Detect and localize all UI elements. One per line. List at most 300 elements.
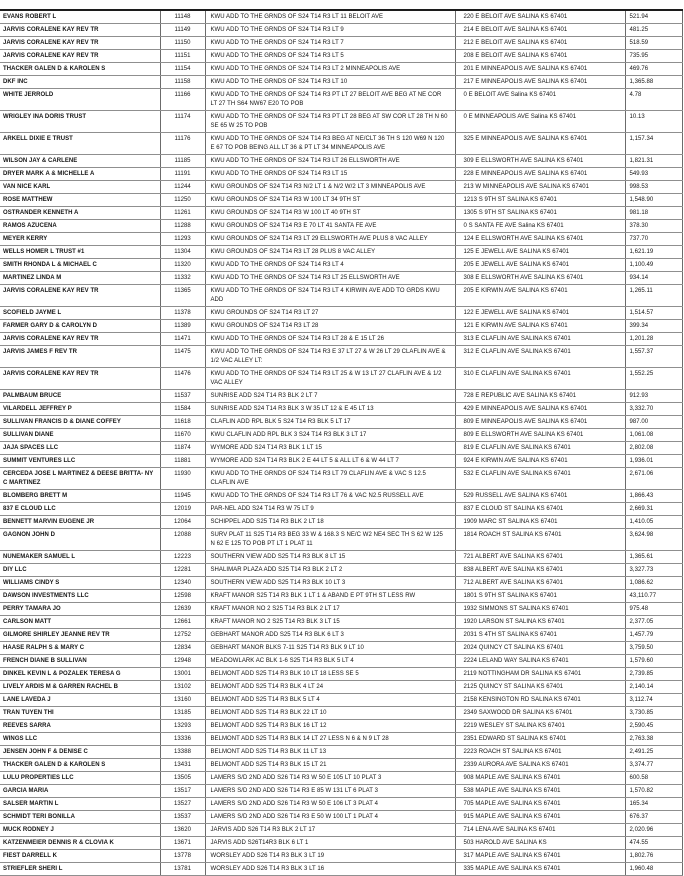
legal-description-cell: KWU ADD TO THE GRNDS OF S24 T14 R3 E 37 LT 27 & W 26 LT 29 CLAFLIN AVE & 1/2 VAC ALLEY LT: bbox=[205, 346, 455, 368]
table-row bbox=[0, 577, 682, 590]
parcel-id-cell: 11148 bbox=[160, 10, 205, 24]
amount-cell: 981.18 bbox=[625, 207, 682, 220]
table-row bbox=[0, 320, 682, 333]
parcel-id-cell: 12752 bbox=[160, 629, 205, 642]
amount-cell: 165.34 bbox=[625, 798, 682, 811]
address-cell: 728 E REPUBLIC AVE SALINA KS 67401 bbox=[455, 390, 625, 403]
table-row bbox=[0, 442, 682, 455]
amount-cell: 1,557.37 bbox=[625, 346, 682, 368]
table-row bbox=[0, 403, 682, 416]
parcel-id-cell: 12598 bbox=[160, 590, 205, 603]
table-row bbox=[0, 63, 682, 76]
owner-name-cell: PALMBAUM BRUCE bbox=[0, 390, 160, 403]
parcel-id-cell: 12019 bbox=[160, 503, 205, 516]
parcel-id-cell: 12340 bbox=[160, 577, 205, 590]
address-cell: 125 E JEWELL AVE SALINA KS 67401 bbox=[455, 246, 625, 259]
parcel-id-cell: 11166 bbox=[160, 89, 205, 111]
legal-description-cell: KWU ADD TO THE GRNDS OF S24 T14 R3 PT LT 27 BELOIT AVE BEG AT NE COR LT 27 TH S64 NW67 E20 TO POB bbox=[205, 89, 455, 111]
table-row bbox=[0, 785, 682, 798]
amount-cell: 1,265.11 bbox=[625, 285, 682, 307]
table-row bbox=[0, 720, 682, 733]
address-cell: 2158 KENSINGTON RD SALINA KS 67401 bbox=[455, 694, 625, 707]
owner-name-cell: STRIEFLER SHERI L bbox=[0, 863, 160, 876]
address-cell: 2351 EDWARD ST SALINA KS 67401 bbox=[455, 733, 625, 746]
legal-description-cell: SCHIPPEL ADD S25 T14 R3 BLK 2 LT 18 bbox=[205, 516, 455, 529]
owner-name-cell: FRENCH DIANE B SULLIVAN bbox=[0, 655, 160, 668]
amount-cell: 1,086.62 bbox=[625, 577, 682, 590]
address-cell: 310 E CLAFLIN AVE SALINA KS 67401 bbox=[455, 368, 625, 390]
amount-cell: 2,671.06 bbox=[625, 468, 682, 490]
table-row bbox=[0, 246, 682, 259]
amount-cell: 2,669.31 bbox=[625, 503, 682, 516]
records-table-body bbox=[0, 10, 682, 876]
table-row bbox=[0, 707, 682, 720]
legal-description-cell: KWU ADD TO THE GRNDS OF S24 T14 R3 LT 7 bbox=[205, 37, 455, 50]
address-cell: 721 ALBERT AVE SALINA KS 67401 bbox=[455, 551, 625, 564]
amount-cell: 1,201.28 bbox=[625, 333, 682, 346]
table-row bbox=[0, 824, 682, 837]
amount-cell: 1,365.88 bbox=[625, 76, 682, 89]
legal-description-cell: KWU ADD TO THE GRNDS OF S24 T14 R3 BEG AT NE/CLT 36 TH S 120 W69 N 120 E 67 TO POB BEING ALL LT 36 & PT LT 34 MINNEAPOLIS AVE bbox=[205, 133, 455, 155]
parcel-id-cell: 13527 bbox=[160, 798, 205, 811]
owner-name-cell: LULU PROPERTIES LLC bbox=[0, 772, 160, 785]
legal-description-cell: KWU GROUNDS OF S24 T14 R3 W 100 LT 34 9TH ST bbox=[205, 194, 455, 207]
parcel-id-cell: 11930 bbox=[160, 468, 205, 490]
table-row bbox=[0, 181, 682, 194]
owner-name-cell: THACKER GALEN D & KAROLEN S bbox=[0, 759, 160, 772]
table-row bbox=[0, 259, 682, 272]
table-row bbox=[0, 798, 682, 811]
amount-cell: 737.70 bbox=[625, 233, 682, 246]
legal-description-cell: BELMONT ADD S25 T14 R3 BLK 10 LT 18 LESS SE 5 bbox=[205, 668, 455, 681]
owner-name-cell: JENSEN JOHN F & DENISE C bbox=[0, 746, 160, 759]
parcel-id-cell: 11389 bbox=[160, 320, 205, 333]
table-row bbox=[0, 111, 682, 133]
legal-description-cell: KWU ADD TO THE GRNDS OF S24 T14 R3 LT 2 MINNEAPOLIS AVE bbox=[205, 63, 455, 76]
table-row bbox=[0, 681, 682, 694]
parcel-id-cell: 11261 bbox=[160, 207, 205, 220]
address-cell: 2024 QUINCY CT SALINA KS 67401 bbox=[455, 642, 625, 655]
owner-name-cell: DINKEL KEVIN L & POZALEK TERESA G bbox=[0, 668, 160, 681]
owner-name-cell: FIEST DARRELL K bbox=[0, 850, 160, 863]
address-cell: 0 E BELOIT AVE Salina KS 67401 bbox=[455, 89, 625, 111]
address-cell: 208 E BELOIT AVE SALINA KS 67401 bbox=[455, 50, 625, 63]
owner-name-cell: BLOMBERG BRETT M bbox=[0, 490, 160, 503]
owner-name-cell: HAASE RALPH S & MARY C bbox=[0, 642, 160, 655]
owner-name-cell: KATZENMEIER DENNIS R & CLOVIA K bbox=[0, 837, 160, 850]
address-cell: 1814 ROACH ST SALINA KS 67401 bbox=[455, 529, 625, 551]
table-row bbox=[0, 76, 682, 89]
address-cell: 2219 WESLEY ST SALINA KS 67401 bbox=[455, 720, 625, 733]
legal-description-cell: SHALIMAR PLAZA ADD S25 T14 R3 BLK 2 LT 2 bbox=[205, 564, 455, 577]
table-row bbox=[0, 50, 682, 63]
address-cell: 2224 LELAND WAY SALINA KS 67401 bbox=[455, 655, 625, 668]
owner-name-cell: OSTRANDER KENNETH A bbox=[0, 207, 160, 220]
parcel-id-cell: 13001 bbox=[160, 668, 205, 681]
parcel-id-cell: 13517 bbox=[160, 785, 205, 798]
owner-name-cell: CERCEDA JOSE L MARTINEZ & DEESE BRITTA- NY C MARTINEZ bbox=[0, 468, 160, 490]
amount-cell: 934.14 bbox=[625, 272, 682, 285]
legal-description-cell: KWU GROUNDS OF S24 T14 R3 LT 28 bbox=[205, 320, 455, 333]
owner-name-cell: SCHMIDT TERI BONILLA bbox=[0, 811, 160, 824]
legal-description-cell: GEBHART MANOR ADD S25 T14 R3 BLK 6 LT 3 bbox=[205, 629, 455, 642]
address-cell: 1213 S 9TH ST SALINA KS 67401 bbox=[455, 194, 625, 207]
owner-name-cell: NUNEMAKER SAMUEL L bbox=[0, 551, 160, 564]
address-cell: 712 ALBERT AVE SALINA KS 67401 bbox=[455, 577, 625, 590]
address-cell: 312 E CLAFLIN AVE SALINA KS 67401 bbox=[455, 346, 625, 368]
address-cell: 2119 NOTTINGHAM DR SALINA KS 67401 bbox=[455, 668, 625, 681]
legal-description-cell: KWU ADD TO THE GRNDS OF S24 T14 R3 LT 26 ELLSWORTH AVE bbox=[205, 155, 455, 168]
legal-description-cell: JARVIS ADD S26T14R3 BLK 6 LT 1 bbox=[205, 837, 455, 850]
table-row bbox=[0, 207, 682, 220]
address-cell: 529 RUSSELL AVE SALINA KS 67401 bbox=[455, 490, 625, 503]
parcel-id-cell: 11149 bbox=[160, 24, 205, 37]
parcel-id-cell: 13537 bbox=[160, 811, 205, 824]
table-row bbox=[0, 746, 682, 759]
amount-cell: 378.30 bbox=[625, 220, 682, 233]
legal-description-cell: WYMORE ADD S24 T14 R3 BLK 1 LT 15 bbox=[205, 442, 455, 455]
owner-name-cell: ROSE MATTHEW bbox=[0, 194, 160, 207]
address-cell: 124 E ELLSWORTH AVE SALINA KS 67401 bbox=[455, 233, 625, 246]
amount-cell: 1,866.43 bbox=[625, 490, 682, 503]
address-cell: 201 E MINNEAPOLIS AVE SALINA KS 67401 bbox=[455, 63, 625, 76]
table-row bbox=[0, 733, 682, 746]
legal-description-cell: SOUTHERN VIEW ADD S25 T14 R3 BLK 10 LT 3 bbox=[205, 577, 455, 590]
amount-cell: 2,377.05 bbox=[625, 616, 682, 629]
legal-description-cell: KWU GROUNDS OF S24 T14 R3 W 100 LT 40 9TH ST bbox=[205, 207, 455, 220]
table-row bbox=[0, 155, 682, 168]
address-cell: 532 E CLAFLIN AVE SALINA KS 67401 bbox=[455, 468, 625, 490]
legal-description-cell: BELMONT ADD S25 T14 R3 BLK 11 LT 13 bbox=[205, 746, 455, 759]
address-cell: 335 MAPLE AVE SALINA KS 67401 bbox=[455, 863, 625, 876]
address-cell: 317 MAPLE AVE SALINA KS 67401 bbox=[455, 850, 625, 863]
address-cell: 809 E ELLSWORTH AVE SALINA KS 67401 bbox=[455, 429, 625, 442]
address-cell: 838 ALBERT AVE SALINA KS 67401 bbox=[455, 564, 625, 577]
owner-name-cell: GILMORE SHIRLEY JEANNE REV TR bbox=[0, 629, 160, 642]
amount-cell: 1,821.31 bbox=[625, 155, 682, 168]
address-cell: 1920 LARSON ST SALINA KS 67401 bbox=[455, 616, 625, 629]
parcel-id-cell: 11158 bbox=[160, 76, 205, 89]
legal-description-cell: KWU ADD TO THE GRNDS OF S24 T14 R3 LT 25 ELLSWORTH AVE bbox=[205, 272, 455, 285]
amount-cell: 469.76 bbox=[625, 63, 682, 76]
table-row bbox=[0, 642, 682, 655]
legal-description-cell: KWU ADD TO THE GRNDS OF S24 T14 R3 LT 25 & W 13 LT 27 CLAFLIN AVE & 1/2 VAC ALLEY bbox=[205, 368, 455, 390]
amount-cell: 676.37 bbox=[625, 811, 682, 824]
owner-name-cell: WILLIAMS CINDY S bbox=[0, 577, 160, 590]
owner-name-cell: TRAN TUYEN THI bbox=[0, 707, 160, 720]
address-cell: 924 E KIRWIN AVE SALINA KS 67401 bbox=[455, 455, 625, 468]
owner-name-cell: WHITE JERROLD bbox=[0, 89, 160, 111]
address-cell: 503 HAROLD AVE SALINA KS bbox=[455, 837, 625, 850]
address-cell: 313 E CLAFLIN AVE SALINA KS 67401 bbox=[455, 333, 625, 346]
address-cell: 205 E KIRWIN AVE SALINA KS 67401 bbox=[455, 285, 625, 307]
table-row bbox=[0, 285, 682, 307]
legal-description-cell: KWU ADD TO THE GRNDS OF S24 T14 R3 LT 15 bbox=[205, 168, 455, 181]
legal-description-cell: KWU GROUNDS OF S24 T14 R3 N/2 LT 1 & N/2 W/2 LT 3 MINNEAPOLIS AVE bbox=[205, 181, 455, 194]
table-row bbox=[0, 668, 682, 681]
parcel-id-cell: 11150 bbox=[160, 37, 205, 50]
table-row bbox=[0, 346, 682, 368]
owner-name-cell: MARTINEZ LINDA M bbox=[0, 272, 160, 285]
amount-cell: 987.00 bbox=[625, 416, 682, 429]
parcel-id-cell: 13160 bbox=[160, 694, 205, 707]
parcel-id-cell: 11365 bbox=[160, 285, 205, 307]
table-row bbox=[0, 590, 682, 603]
legal-description-cell: KWU ADD TO THE GRNDS OF S24 T14 R3 PT LT 28 BEG AT SW COR LT 28 TH N 60 SE 65 W 25 TO POB bbox=[205, 111, 455, 133]
parcel-id-cell: 11293 bbox=[160, 233, 205, 246]
table-row bbox=[0, 551, 682, 564]
owner-name-cell: WILSON JAY & CARLENE bbox=[0, 155, 160, 168]
amount-cell: 2,802.08 bbox=[625, 442, 682, 455]
legal-description-cell: LAMERS S/D 2ND ADD S26 T14 R3 W 50 E 106 LT 3 PLAT 4 bbox=[205, 798, 455, 811]
table-row bbox=[0, 133, 682, 155]
table-row bbox=[0, 390, 682, 403]
parcel-id-cell: 12223 bbox=[160, 551, 205, 564]
amount-cell: 975.48 bbox=[625, 603, 682, 616]
table-row bbox=[0, 490, 682, 503]
amount-cell: 1,100.49 bbox=[625, 259, 682, 272]
address-cell: 1801 S 9TH ST SALINA KS 67401 bbox=[455, 590, 625, 603]
address-cell: 228 E MINNEAPOLIS AVE SALINA KS 67401 bbox=[455, 168, 625, 181]
table-row bbox=[0, 529, 682, 551]
address-cell: 214 E BELOIT AVE SALINA KS 67401 bbox=[455, 24, 625, 37]
address-cell: 915 MAPLE AVE SALINA KS 67401 bbox=[455, 811, 625, 824]
owner-name-cell: MUCK RODNEY J bbox=[0, 824, 160, 837]
amount-cell: 521.94 bbox=[625, 10, 682, 24]
legal-description-cell: GEBHART MANOR BLKS 7-11 S25 T14 R3 BLK 9 LT 10 bbox=[205, 642, 455, 655]
table-row bbox=[0, 516, 682, 529]
parcel-id-cell: 13293 bbox=[160, 720, 205, 733]
amount-cell: 1,802.76 bbox=[625, 850, 682, 863]
owner-name-cell: ARKELL DIXIE E TRUST bbox=[0, 133, 160, 155]
table-row bbox=[0, 89, 682, 111]
owner-name-cell: LANE LAVEDA J bbox=[0, 694, 160, 707]
owner-name-cell: VILARDELL JEFFREY P bbox=[0, 403, 160, 416]
table-row bbox=[0, 503, 682, 516]
amount-cell: 735.95 bbox=[625, 50, 682, 63]
table-row bbox=[0, 24, 682, 37]
legal-description-cell: KWU ADD TO THE GRNDS OF S24 T14 R3 LT 76 & VAC N2.5 RUSSELL AVE bbox=[205, 490, 455, 503]
address-cell: 0 E MINNEAPOLIS AVE Salina KS 67401 bbox=[455, 111, 625, 133]
amount-cell: 2,140.14 bbox=[625, 681, 682, 694]
address-cell: 538 MAPLE AVE SALINA KS 67401 bbox=[455, 785, 625, 798]
amount-cell: 3,327.73 bbox=[625, 564, 682, 577]
address-cell: 908 MAPLE AVE SALINA KS 67401 bbox=[455, 772, 625, 785]
legal-description-cell: MEADOWLARK AC BLK 1-6 S25 T14 R3 BLK 5 LT 4 bbox=[205, 655, 455, 668]
parcel-id-cell: 11618 bbox=[160, 416, 205, 429]
legal-description-cell: KWU GROUNDS OF S24 T14 R3 LT 27 bbox=[205, 307, 455, 320]
table-row bbox=[0, 468, 682, 490]
owner-name-cell: VAN NICE KARL bbox=[0, 181, 160, 194]
parcel-id-cell: 11332 bbox=[160, 272, 205, 285]
amount-cell: 1,552.25 bbox=[625, 368, 682, 390]
owner-name-cell: LIVELY ARDIS M & GARREN RACHEL B bbox=[0, 681, 160, 694]
address-cell: 205 E JEWELL AVE SALINA KS 67401 bbox=[455, 259, 625, 272]
parcel-id-cell: 11185 bbox=[160, 155, 205, 168]
legal-description-cell: LAMERS S/D 2ND ADD S26 T14 R3 E 85 W 131 LT 6 PLAT 3 bbox=[205, 785, 455, 798]
legal-description-cell: KWU ADD TO THE GRNDS OF S24 T14 R3 LT 9 bbox=[205, 24, 455, 37]
owner-name-cell: DIY LLC bbox=[0, 564, 160, 577]
legal-description-cell: CLAFLIN ADD RPL BLK 5 S24 T14 R3 BLK 5 LT 17 bbox=[205, 416, 455, 429]
parcel-id-cell: 11250 bbox=[160, 194, 205, 207]
parcel-id-cell: 12639 bbox=[160, 603, 205, 616]
address-cell: 220 E BELOIT AVE SALINA KS 67401 bbox=[455, 10, 625, 24]
table-row bbox=[0, 772, 682, 785]
legal-description-cell: LAMERS S/D 2ND ADD S26 T14 R3 W 50 E 105 LT 10 PLAT 3 bbox=[205, 772, 455, 785]
parcel-id-cell: 13505 bbox=[160, 772, 205, 785]
table-row bbox=[0, 233, 682, 246]
amount-cell: 1,410.05 bbox=[625, 516, 682, 529]
amount-cell: 1,514.57 bbox=[625, 307, 682, 320]
parcel-id-cell: 13185 bbox=[160, 707, 205, 720]
table-row bbox=[0, 368, 682, 390]
amount-cell: 2,763.38 bbox=[625, 733, 682, 746]
legal-description-cell: KWU ADD TO THE GRNDS OF S24 T14 R3 LT 79 CLAFLIN AVE & VAC S 12.5 CLAFLIN AVE bbox=[205, 468, 455, 490]
owner-name-cell: SUMMIT VENTURES LLC bbox=[0, 455, 160, 468]
amount-cell: 1,570.82 bbox=[625, 785, 682, 798]
amount-cell: 1,960.48 bbox=[625, 863, 682, 876]
address-cell: 705 MAPLE AVE SALINA KS 67401 bbox=[455, 798, 625, 811]
amount-cell: 1,157.34 bbox=[625, 133, 682, 155]
parcel-id-cell: 11304 bbox=[160, 246, 205, 259]
owner-name-cell: PERRY TAMARA JO bbox=[0, 603, 160, 616]
owner-name-cell: SMITH RHONDA L & MICHAEL C bbox=[0, 259, 160, 272]
amount-cell: 43,110.77 bbox=[625, 590, 682, 603]
table-row bbox=[0, 603, 682, 616]
table-row bbox=[0, 694, 682, 707]
amount-cell: 1,548.90 bbox=[625, 194, 682, 207]
parcel-id-cell: 13781 bbox=[160, 863, 205, 876]
amount-cell: 1,579.60 bbox=[625, 655, 682, 668]
parcel-id-cell: 11244 bbox=[160, 181, 205, 194]
legal-description-cell: PAR-NEL ADD S24 T14 R3 W 75 LT 9 bbox=[205, 503, 455, 516]
owner-name-cell: GAGNON JOHN D bbox=[0, 529, 160, 551]
legal-description-cell: KRAFT MANOR NO 2 S25 T14 R3 BLK 3 LT 15 bbox=[205, 616, 455, 629]
address-cell: 1305 S 9TH ST SALINA KS 67401 bbox=[455, 207, 625, 220]
legal-description-cell: KWU ADD TO THE GRNDS OF S24 T14 R3 LT 5 bbox=[205, 50, 455, 63]
owner-name-cell: DAWSON INVESTMENTS LLC bbox=[0, 590, 160, 603]
amount-cell: 1,061.08 bbox=[625, 429, 682, 442]
table-row bbox=[0, 655, 682, 668]
table-row bbox=[0, 455, 682, 468]
amount-cell: 1,936.01 bbox=[625, 455, 682, 468]
table-row bbox=[0, 837, 682, 850]
amount-cell: 10.13 bbox=[625, 111, 682, 133]
table-row bbox=[0, 416, 682, 429]
legal-description-cell: KWU ADD TO THE GRNDS OF S24 T14 R3 LT 4 bbox=[205, 259, 455, 272]
parcel-id-cell: 11670 bbox=[160, 429, 205, 442]
owner-name-cell: SALSER MARTIN L bbox=[0, 798, 160, 811]
address-cell: 819 E CLAFLIN AVE SALINA KS 67401 bbox=[455, 442, 625, 455]
legal-description-cell: KWU GROUNDS OF S24 T14 R3 LT 28 PLUS 8 VAC ALLEY bbox=[205, 246, 455, 259]
owner-name-cell: BENNETT MARVIN EUGENE JR bbox=[0, 516, 160, 529]
legal-description-cell: KWU ADD TO THE GRNDS OF S24 T14 R3 LT 28 & E 15 LT 26 bbox=[205, 333, 455, 346]
table-row bbox=[0, 10, 682, 24]
address-cell: 1909 MARC ST SALINA KS 67401 bbox=[455, 516, 625, 529]
parcel-id-cell: 13671 bbox=[160, 837, 205, 850]
amount-cell: 474.55 bbox=[625, 837, 682, 850]
legal-description-cell: BELMONT ADD S25 T14 R3 BLK 16 LT 12 bbox=[205, 720, 455, 733]
parcel-id-cell: 13620 bbox=[160, 824, 205, 837]
legal-description-cell: KWU ADD TO THE GRNDS OF S24 T14 R3 LT 11 BELOIT AVE bbox=[205, 10, 455, 24]
parcel-id-cell: 11151 bbox=[160, 50, 205, 63]
amount-cell: 3,759.50 bbox=[625, 642, 682, 655]
parcel-id-cell: 13102 bbox=[160, 681, 205, 694]
address-cell: 0 S SANTA FE AVE Salina KS 67401 bbox=[455, 220, 625, 233]
legal-description-cell: BELMONT ADD S25 T14 R3 BLK 14 LT 27 LESS N 6 & N 9 LT 28 bbox=[205, 733, 455, 746]
parcel-id-cell: 11176 bbox=[160, 133, 205, 155]
owner-name-cell: JARVIS JAMES F REV TR bbox=[0, 346, 160, 368]
owner-name-cell: SULLIVAN FRANCIS D & DIANE COFFEY bbox=[0, 416, 160, 429]
amount-cell: 600.58 bbox=[625, 772, 682, 785]
parcel-id-cell: 11154 bbox=[160, 63, 205, 76]
table-row bbox=[0, 272, 682, 285]
parcel-id-cell: 12661 bbox=[160, 616, 205, 629]
table-row bbox=[0, 168, 682, 181]
parcel-id-cell: 12281 bbox=[160, 564, 205, 577]
address-cell: 429 E MINNEAPOLIS AVE SALINA KS 67401 bbox=[455, 403, 625, 416]
amount-cell: 2,590.45 bbox=[625, 720, 682, 733]
owner-name-cell: RAMOS AZUCENA bbox=[0, 220, 160, 233]
address-cell: 122 E JEWELL AVE SALINA KS 67401 bbox=[455, 307, 625, 320]
owner-name-cell: JAJA SPACES LLC bbox=[0, 442, 160, 455]
amount-cell: 399.34 bbox=[625, 320, 682, 333]
parcel-id-cell: 12088 bbox=[160, 529, 205, 551]
owner-name-cell: THACKER GALEN D & KAROLEN S bbox=[0, 63, 160, 76]
legal-description-cell: BELMONT ADD S25 T14 R3 BLK 4 LT 24 bbox=[205, 681, 455, 694]
amount-cell: 1,365.61 bbox=[625, 551, 682, 564]
address-cell: 213 W MINNEAPOLIS AVE SALINA KS 67401 bbox=[455, 181, 625, 194]
owner-name-cell: SULLIVAN DIANE bbox=[0, 429, 160, 442]
legal-description-cell: WORSLEY ADD S26 T14 R3 BLK 3 LT 19 bbox=[205, 850, 455, 863]
table-row bbox=[0, 863, 682, 876]
parcel-id-cell: 11191 bbox=[160, 168, 205, 181]
legal-description-cell: KWU CLAFLIN ADD RPL BLK 3 S24 T14 R3 BLK 3 LT 17 bbox=[205, 429, 455, 442]
amount-cell: 1,457.79 bbox=[625, 629, 682, 642]
address-cell: 2125 QUINCY ST SALINA KS 67401 bbox=[455, 681, 625, 694]
legal-description-cell: KRAFT MANOR S25 T14 R3 BLK 1 LT 1 & ABAND E PT 9TH ST LESS RW bbox=[205, 590, 455, 603]
owner-name-cell: REEVES SARRA bbox=[0, 720, 160, 733]
parcel-id-cell: 11945 bbox=[160, 490, 205, 503]
owner-name-cell: WRIGLEY INA DORIS TRUST bbox=[0, 111, 160, 133]
parcel-id-cell: 12834 bbox=[160, 642, 205, 655]
address-cell: 325 E MINNEAPOLIS AVE SALINA KS 67401 bbox=[455, 133, 625, 155]
amount-cell: 2,020.96 bbox=[625, 824, 682, 837]
amount-cell: 2,491.25 bbox=[625, 746, 682, 759]
parcel-id-cell: 11320 bbox=[160, 259, 205, 272]
owner-name-cell: WINGS LLC bbox=[0, 733, 160, 746]
parcel-id-cell: 11476 bbox=[160, 368, 205, 390]
table-row bbox=[0, 759, 682, 772]
amount-cell: 3,730.85 bbox=[625, 707, 682, 720]
legal-description-cell: KWU GROUNDS OF S24 T14 R3 E 70 LT 41 SANTA FE AVE bbox=[205, 220, 455, 233]
owner-name-cell: SCOFIELD JAYME L bbox=[0, 307, 160, 320]
owner-name-cell: JARVIS CORALENE KAY REV TR bbox=[0, 333, 160, 346]
amount-cell: 3,624.98 bbox=[625, 529, 682, 551]
address-cell: 2339 AURORA AVE SALINA KS 67401 bbox=[455, 759, 625, 772]
table-row bbox=[0, 333, 682, 346]
parcel-id-cell: 11471 bbox=[160, 333, 205, 346]
parcel-id-cell: 12948 bbox=[160, 655, 205, 668]
amount-cell: 3,374.77 bbox=[625, 759, 682, 772]
legal-description-cell: LAMERS S/D 2ND ADD S26 T14 R3 E 50 W 100 LT 1 PLAT 4 bbox=[205, 811, 455, 824]
legal-description-cell: SURV PLAT 11 S25 T14 R3 BEG 33 W & 168.3 S NE/C W2 NE4 SEC TH S 62 W 125 N 62 E 125 TO POB PT LT 1 PLAT 11 bbox=[205, 529, 455, 551]
address-cell: 309 E ELLSWORTH AVE SALINA KS 67401 bbox=[455, 155, 625, 168]
owner-name-cell: FARMER GARY D & CAROLYN D bbox=[0, 320, 160, 333]
amount-cell: 3,112.74 bbox=[625, 694, 682, 707]
legal-description-cell: WYMORE ADD S24 T14 R3 BLK 2 E 44 LT 5 & ALL LT 6 & W 44 LT 7 bbox=[205, 455, 455, 468]
legal-description-cell: KWU ADD TO THE GRNDS OF S24 T14 R3 LT 10 bbox=[205, 76, 455, 89]
